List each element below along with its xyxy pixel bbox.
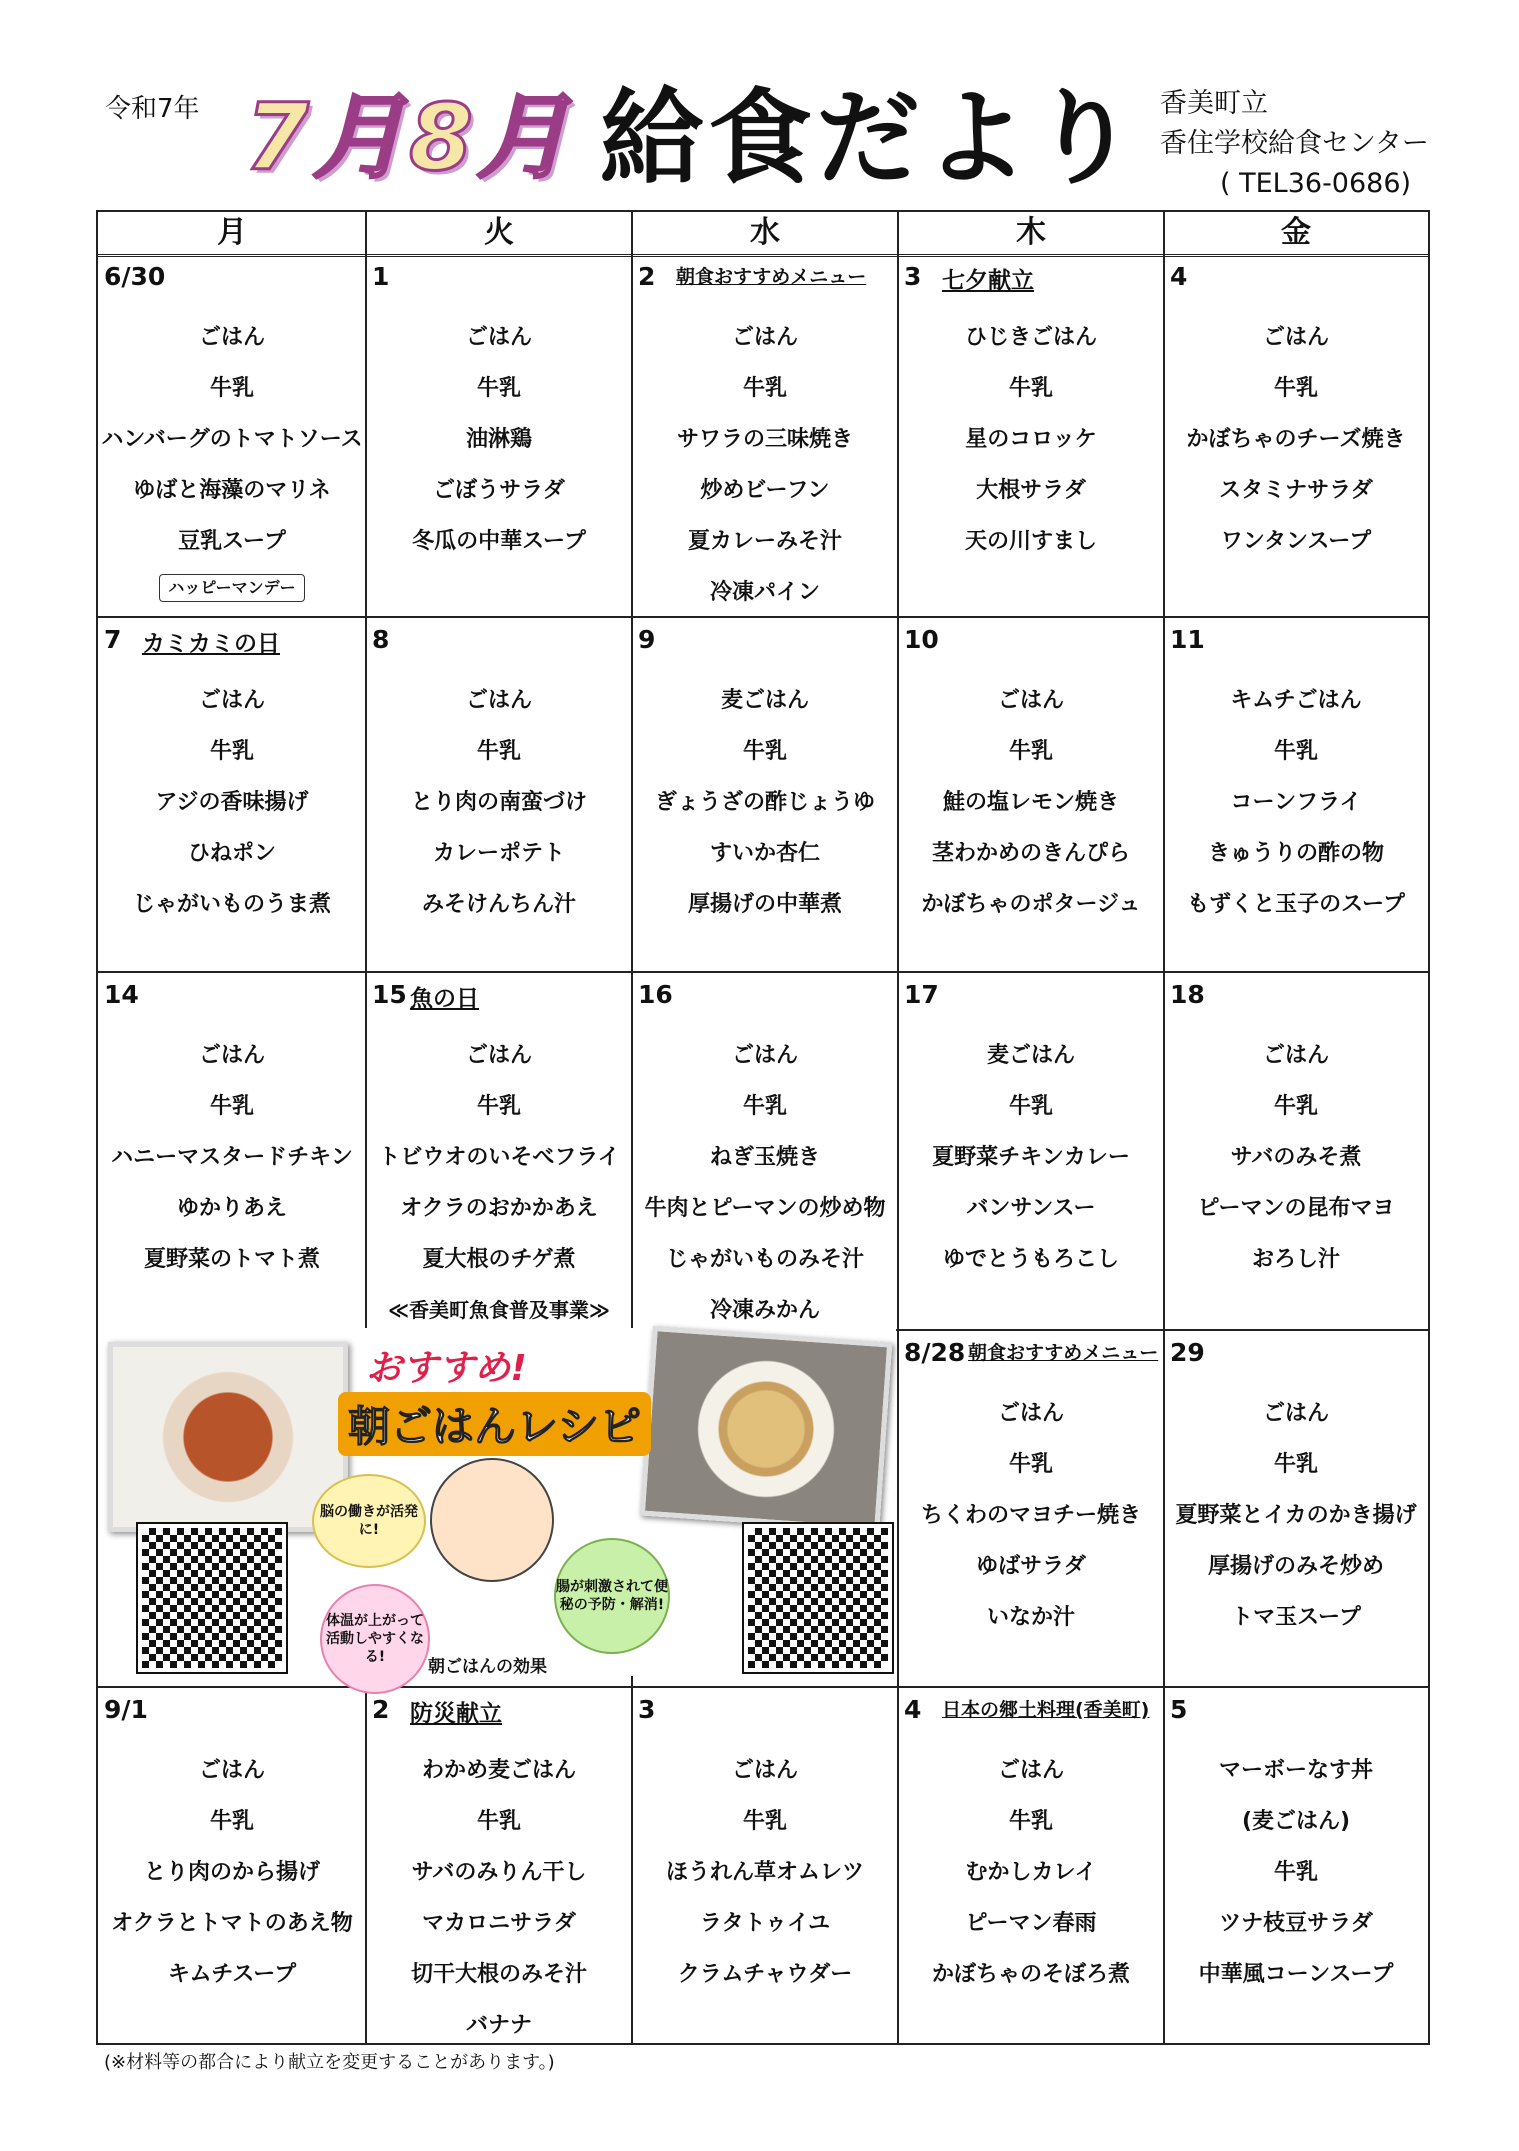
menu-item: ごはん <box>1262 1401 1329 1426</box>
gratin-photo <box>640 1326 893 1532</box>
menu-item: ゆでとうもろこし <box>942 1247 1119 1272</box>
menu-item: 牛乳 <box>209 1809 254 1834</box>
menu-item: わかめ麦ごはん <box>421 1758 576 1783</box>
menu-item: いなか汁 <box>986 1605 1075 1630</box>
day-date: 8/28 <box>904 1338 966 1367</box>
menu-item: オクラとトマトのあえ物 <box>111 1911 353 1936</box>
day-cell <box>898 254 1164 617</box>
org-line1: 香美町立 <box>1160 88 1268 119</box>
menu-item: 中華風コーンスープ <box>1198 1962 1394 1987</box>
menu-item: 牛乳 <box>1273 739 1318 764</box>
menu-item: すいか杏仁 <box>709 841 820 866</box>
menu-item: ごはん <box>731 325 798 350</box>
day-cell <box>632 972 898 1330</box>
menu-item: マーボーなす丼 <box>1218 1758 1373 1783</box>
menu-item: ちくわのマヨチー焼き <box>920 1503 1141 1528</box>
menu-items <box>98 312 366 607</box>
menu-item: ごはん <box>1262 1043 1329 1068</box>
menu-item: クラムチャウダー <box>677 1962 853 1987</box>
menu-item: コーンフライ <box>1230 790 1362 815</box>
menu-item: 夏大根のチゲ煮 <box>422 1247 576 1272</box>
menu-item: ほうれん草オムレツ <box>665 1860 864 1885</box>
day-cell <box>366 972 632 1330</box>
menu-item: ピーマンの昆布マヨ <box>1197 1196 1395 1221</box>
menu-item: ごはん <box>997 1758 1064 1783</box>
weekday-0: 月 <box>217 215 247 250</box>
menu-item: サバのみりん干し <box>411 1860 587 1885</box>
menu-item: キムチごはん <box>1230 688 1362 713</box>
menu-item: 天の川すまし <box>964 529 1097 554</box>
menu-item: 牛乳 <box>742 376 787 401</box>
era-label: 令和7年 <box>105 94 200 124</box>
menu-item: ラタトゥイユ <box>699 1911 831 1936</box>
menu-items <box>366 675 632 930</box>
menu-item: 牛乳 <box>1273 1452 1318 1477</box>
soup-photo <box>108 1342 348 1532</box>
weekday-header <box>98 212 1428 257</box>
weekday-2: 水 <box>750 215 780 250</box>
menu-item: 牛乳 <box>209 1094 254 1119</box>
menu-item: 牛乳 <box>209 739 254 764</box>
menu-item: 牛乳 <box>476 1094 521 1119</box>
menu-item: 切干大根のみそ汁 <box>410 1962 587 1987</box>
menu-item: ぎょうざの酢じょうゆ <box>654 790 875 815</box>
day-theme: カミカミの日 <box>142 631 280 657</box>
day-date: 7 <box>104 625 122 654</box>
menu-items <box>98 1745 366 2000</box>
footer-note: (※材料等の都合により献立を変更することがあります。) <box>104 2052 555 2073</box>
menu-item: ハンバーグのトマトソース <box>101 427 363 452</box>
menu-items <box>1164 1745 1428 2000</box>
menu-item: サバのみそ煮 <box>1230 1145 1362 1170</box>
menu-item: トマ玉スープ <box>1231 1605 1361 1630</box>
menu-item: 牛肉とピーマンの炒め物 <box>644 1196 886 1221</box>
menu-items <box>632 1745 898 2000</box>
menu-items <box>632 1030 898 1336</box>
menu-item: ごはん <box>997 688 1064 713</box>
menu-item: ごはん <box>198 1758 265 1783</box>
day-theme: 朝食おすすめメニュー <box>968 1342 1159 1364</box>
org-tel: ( TEL36-0686) <box>1220 168 1412 199</box>
menu-item: 豆乳スープ <box>178 529 286 554</box>
menu-item: かぼちゃのそぼろ煮 <box>931 1962 1130 1987</box>
osusume-label: おすすめ! <box>366 1348 527 1389</box>
happy-monday-badge: ハッピーマンデー <box>159 574 304 602</box>
day-cell <box>98 254 366 617</box>
menu-items <box>898 1745 1164 2000</box>
menu-item: バナナ <box>465 2013 532 2038</box>
menu-item: サワラの三味焼き <box>676 427 853 452</box>
day-date: 10 <box>904 625 939 654</box>
weekday-3: 木 <box>1016 215 1046 250</box>
menu-item: 麦ごはん <box>720 688 809 713</box>
menu-item: 冷凍みかん <box>709 1298 820 1323</box>
day-date: 11 <box>1170 625 1205 654</box>
day-note: ≪香美町魚食普及事業≫ <box>388 1298 610 1322</box>
breakfast-recipe-promo <box>98 1328 896 1676</box>
effect-caption: 朝ごはんの効果 <box>428 1657 547 1677</box>
day-date: 2 <box>372 1695 390 1724</box>
menu-items <box>1164 1388 1428 1643</box>
weekday-1: 火 <box>484 215 514 250</box>
menu-item: 厚揚げの中華煮 <box>687 892 842 917</box>
menu-item: おろし汁 <box>1251 1247 1340 1272</box>
menu-items <box>898 312 1164 567</box>
menu-items <box>632 675 898 930</box>
day-cell <box>98 972 366 1330</box>
menu-items <box>898 675 1164 930</box>
day-theme: 朝食おすすめメニュー <box>676 266 867 288</box>
day-cell <box>632 617 898 972</box>
recipe-label: 朝ごはんレシピ <box>338 1392 651 1456</box>
menu-item: (麦ごはん) <box>1241 1809 1351 1834</box>
menu-item: もずくと玉子のスープ <box>1187 892 1405 917</box>
menu-item: 牛乳 <box>476 376 521 401</box>
menu-item: 冬瓜の中華スープ <box>412 529 586 554</box>
day-theme: 防災献立 <box>410 1701 502 1727</box>
menu-item: 星のコロッケ <box>965 427 1097 452</box>
menu-item: 牛乳 <box>1273 1094 1318 1119</box>
day-cell <box>1164 1687 1428 2043</box>
menu-item: ごはん <box>1262 325 1329 350</box>
menu-item: ごはん <box>731 1043 798 1068</box>
menu-item: カレーポテト <box>432 841 565 866</box>
menu-item: 牛乳 <box>1008 1452 1053 1477</box>
menu-item: 牛乳 <box>476 1809 521 1834</box>
menu-item: じゃがいものみそ汁 <box>665 1247 864 1272</box>
menu-item: 冷凍パイン <box>709 580 820 605</box>
day-date: 3 <box>904 262 922 291</box>
menu-item: オクラのおかかあえ <box>400 1196 598 1221</box>
day-date: 16 <box>638 980 673 1009</box>
menu-item: 牛乳 <box>476 739 521 764</box>
org-line2: 香住学校給食センター <box>1160 128 1429 159</box>
menu-item: とり肉のから揚げ <box>143 1860 320 1885</box>
menu-item: 油淋鶏 <box>465 427 532 452</box>
menu-item: ごぼうサラダ <box>433 478 565 503</box>
menu-item: じゃがいものうま煮 <box>132 892 331 917</box>
menu-item: 麦ごはん <box>986 1043 1075 1068</box>
day-date: 2 <box>638 262 656 291</box>
menu-item: ツナ枝豆サラダ <box>1219 1911 1373 1936</box>
menu-items <box>1164 312 1428 567</box>
menu-item: 夏野菜のトマト煮 <box>143 1247 320 1272</box>
day-date: 29 <box>1170 1338 1205 1367</box>
day-date: 8 <box>372 625 390 654</box>
day-cell <box>366 254 632 617</box>
day-cell <box>632 254 898 617</box>
menu-item: ごはん <box>198 325 265 350</box>
day-cell <box>898 1330 1164 1687</box>
menu-item: アジの香味揚げ <box>155 790 309 815</box>
menu-item: ワンタンスープ <box>1220 529 1372 554</box>
menu-item: むかしカレイ <box>965 1860 1097 1885</box>
day-cell <box>98 617 366 972</box>
day-cell <box>366 617 632 972</box>
month-title: 7月8月 <box>245 84 574 191</box>
menu-items <box>366 312 632 567</box>
qr-code-left <box>138 1524 286 1672</box>
menu-items <box>898 1388 1164 1643</box>
menu-items <box>1164 1030 1428 1285</box>
day-date: 5 <box>1170 1695 1188 1724</box>
gut-bubble: 腸が刺激されて便秘の予防・解消! <box>554 1538 670 1654</box>
day-date: 17 <box>904 980 939 1009</box>
menu-item: ピーマン春雨 <box>965 1911 1097 1936</box>
day-cell <box>898 972 1164 1330</box>
menu-item: ねぎ玉焼き <box>709 1145 820 1170</box>
menu-item: ごはん <box>465 1043 532 1068</box>
temp-bubble: 体温が上がって活動しやすくなる! <box>320 1584 430 1694</box>
day-cell <box>1164 617 1428 972</box>
day-date: 14 <box>104 980 139 1009</box>
menu-item: かぼちゃのチーズ焼き <box>1186 427 1406 452</box>
day-date: 4 <box>1170 262 1188 291</box>
menu-item: 牛乳 <box>1008 739 1053 764</box>
menu-item: 牛乳 <box>1008 1094 1053 1119</box>
qr-code-right <box>744 1524 892 1672</box>
menu-item: ひねポン <box>187 841 276 866</box>
day-cell <box>632 1687 898 2043</box>
day-cell <box>98 1687 366 2043</box>
menu-item: ごはん <box>465 688 532 713</box>
day-theme: 魚の日 <box>410 986 479 1012</box>
menu-item: バンサンスー <box>966 1196 1096 1221</box>
menu-item: 牛乳 <box>209 376 254 401</box>
menu-item: 牛乳 <box>1008 376 1053 401</box>
menu-item: 牛乳 <box>1273 1860 1318 1885</box>
menu-item: 夏野菜チキンカレー <box>932 1145 1130 1170</box>
menu-items <box>98 675 366 930</box>
menu-item: 大根サラダ <box>976 478 1086 503</box>
day-date: 4 <box>904 1695 922 1724</box>
menu-item: 鮭の塩レモン焼き <box>942 790 1119 815</box>
menu-item: ごはん <box>731 1758 798 1783</box>
menu-item: トビウオのいそべフライ <box>378 1145 620 1170</box>
menu-item: きゅうりの酢の物 <box>1207 841 1384 866</box>
menu-item: 炒めビーフン <box>700 478 830 503</box>
day-cell <box>1164 1330 1428 1687</box>
menu-items <box>366 1745 632 2051</box>
menu-items <box>98 1030 366 1285</box>
menu-calendar <box>96 210 1430 2045</box>
menu-item: 夏野菜とイカのかき揚げ <box>1175 1503 1417 1528</box>
day-date: 6/30 <box>104 262 166 291</box>
menu-item: ごはん <box>198 688 265 713</box>
menu-item: ゆばサラダ <box>976 1554 1086 1579</box>
day-date: 9/1 <box>104 1695 148 1724</box>
menu-item: とり肉の南蛮づけ <box>410 790 587 815</box>
menu-item: 牛乳 <box>1008 1809 1053 1834</box>
menu-items <box>898 1030 1164 1285</box>
menu-item: みそけんちん汁 <box>421 892 576 917</box>
menu-item: かぼちゃのポタージュ <box>921 892 1141 917</box>
menu-item: 牛乳 <box>742 1094 787 1119</box>
day-date: 9 <box>638 625 656 654</box>
menu-items <box>1164 675 1428 930</box>
day-cell <box>898 1687 1164 2043</box>
page-title: 給食だより <box>600 77 1141 199</box>
menu-item: 牛乳 <box>742 739 787 764</box>
menu-item: ゆかりあえ <box>176 1196 287 1221</box>
menu-item: 厚揚げのみそ炒め <box>1207 1554 1384 1579</box>
menu-item: 牛乳 <box>1273 376 1318 401</box>
menu-items <box>632 312 898 618</box>
menu-item: 夏カレーみそ汁 <box>687 529 842 554</box>
day-cell <box>1164 254 1428 617</box>
menu-item: ごはん <box>465 325 532 350</box>
menu-item: キムチスープ <box>167 1962 297 1987</box>
menu-item: スタミナサラダ <box>1219 478 1373 503</box>
weekday-4: 金 <box>1281 215 1311 250</box>
menu-item: ひじきごはん <box>964 325 1097 350</box>
menu-item: ハニーマスタードチキン <box>111 1145 353 1170</box>
day-date: 1 <box>372 262 390 291</box>
menu-item: 茎わかめのきんぴら <box>931 841 1130 866</box>
organization <box>1160 84 1429 204</box>
menu-item: 牛乳 <box>742 1809 787 1834</box>
menu-items <box>366 1030 632 1336</box>
day-date: 18 <box>1170 980 1205 1009</box>
day-cell <box>898 617 1164 972</box>
girl-illustration <box>430 1458 554 1582</box>
menu-item: ゆばと海藻のマリネ <box>133 478 331 503</box>
day-date: 3 <box>638 1695 656 1724</box>
day-theme: 七夕献立 <box>942 268 1034 294</box>
menu-item: マカロニサラダ <box>422 1911 576 1936</box>
day-cell <box>1164 972 1428 1330</box>
brain-bubble: 脳の働きが活発に! <box>312 1474 426 1568</box>
menu-item: ごはん <box>198 1043 265 1068</box>
day-date: 15 <box>372 980 407 1009</box>
day-theme: 日本の郷土料理(香美町) <box>942 1699 1150 1721</box>
day-cell <box>366 1687 632 2043</box>
menu-item: ごはん <box>997 1401 1064 1426</box>
